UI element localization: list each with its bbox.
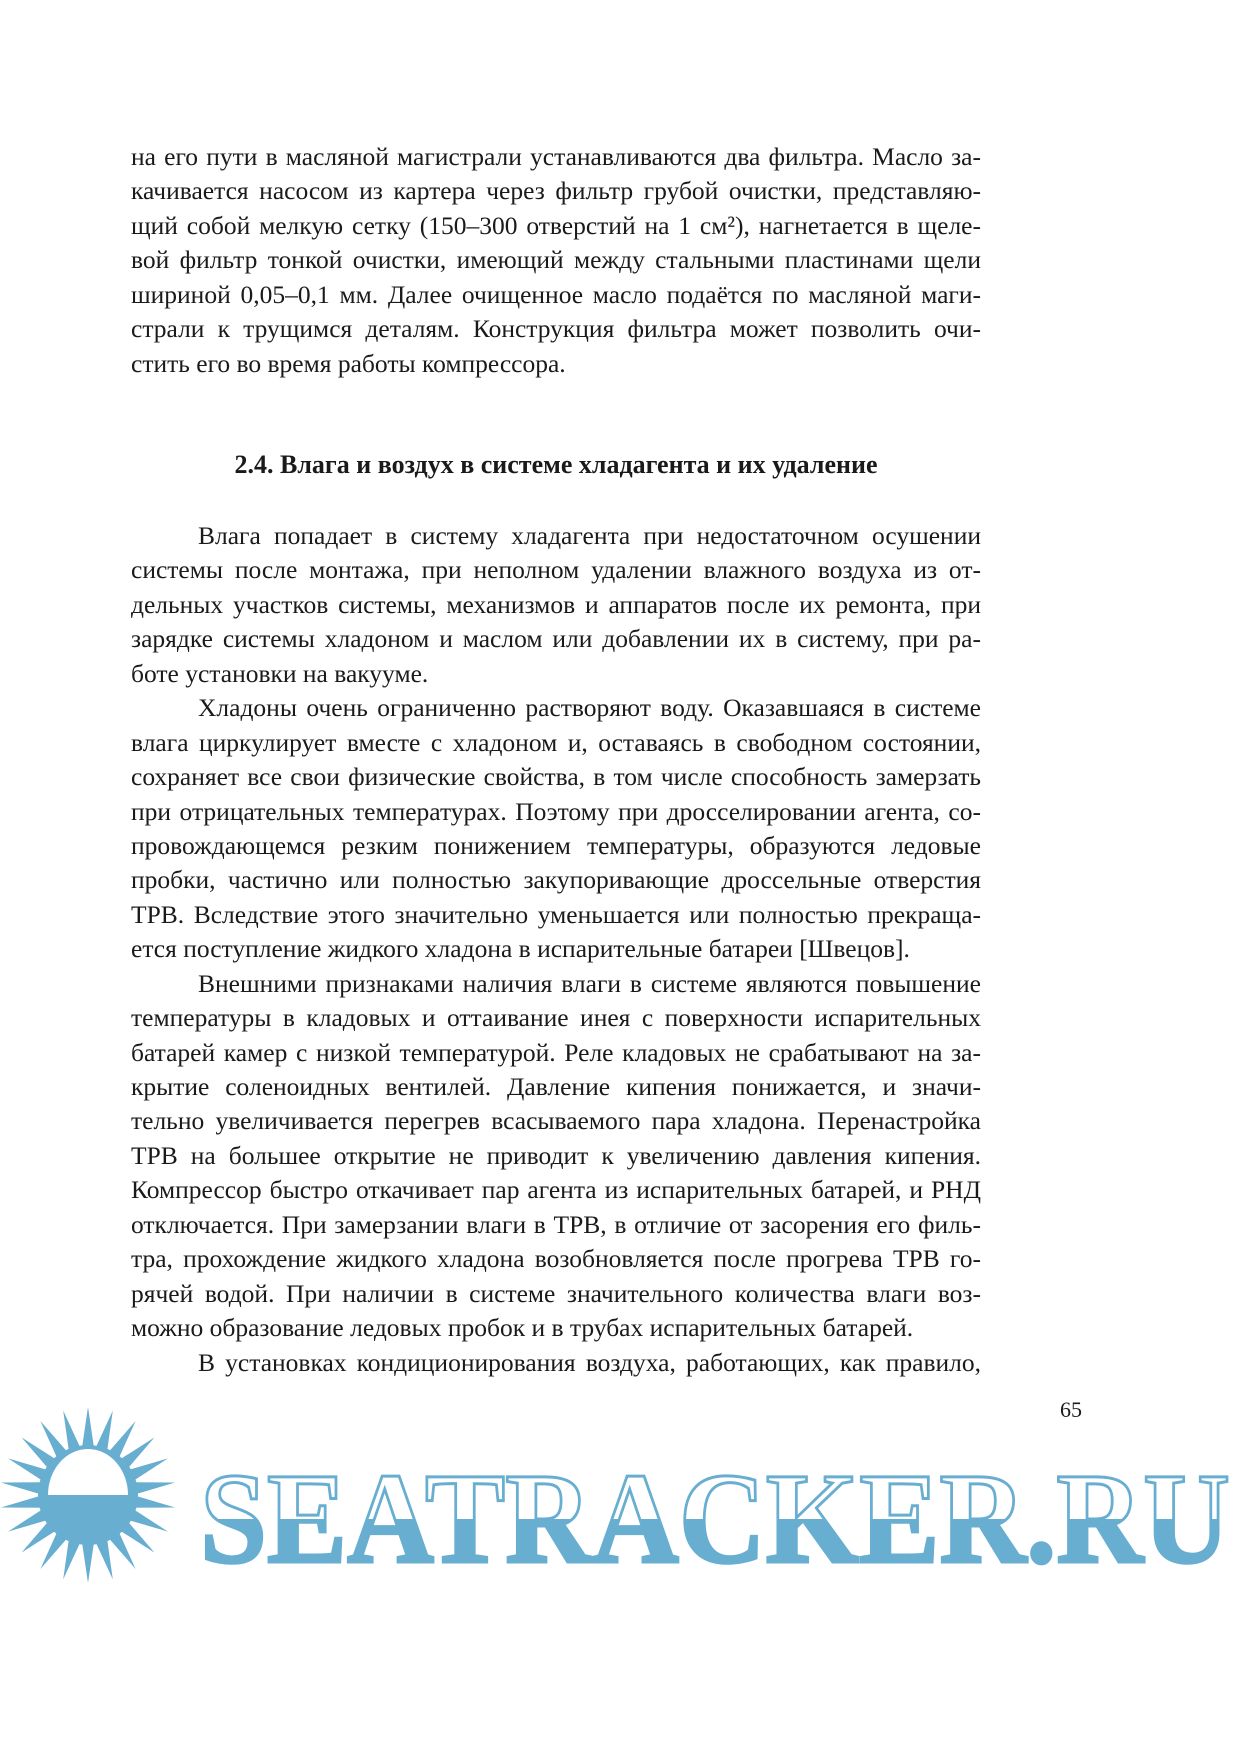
- text-line: при отрицательных температурах. Поэтому при дросселировании агента, со-: [131, 796, 981, 826]
- text-line: щий собой мелкую сетку (150–300 отверстий на 1 см²), нагнетается в щеле-: [131, 210, 981, 240]
- text-line: качивается насосом из картера через фильтр грубой очистки, представляю-: [131, 176, 981, 206]
- text-line: системы после монтажа, при неполном удалении влажного воздуха из от-: [131, 555, 981, 585]
- text-line: дельных участков системы, механизмов и аппаратов после их ремонта, при: [131, 589, 981, 619]
- text-line: вой фильтр тонкой очистки, имеющий между стальными пластинами щели: [131, 245, 981, 275]
- text-line: сохраняет все свои физические свойства, в том числе способность замерзать: [131, 762, 981, 792]
- section-heading: 2.4. Влага и воздух в системе хладагента и их удаление: [234, 450, 878, 479]
- text-line: пробки, частично или полностью закупоривающие дроссельные отверстия: [131, 865, 981, 895]
- text-line: тельно увеличивается перегрев всасываемого пара хладона. Перенастройка: [131, 1106, 981, 1136]
- text-line: рячей водой. При наличии в системе значительного количества влаги воз-: [131, 1278, 981, 1308]
- text-line: шириной 0,05–0,1 мм. Далее очищенное масло подаётся по масляной маги-: [131, 279, 981, 309]
- watermark-text: SEATRACKER.RU: [200, 1447, 1230, 1591]
- text-line: тра, прохождение жидкого хладона возобновляется после прогрева ТРВ го-: [131, 1244, 981, 1274]
- text-line: влага циркулирует вместе с хладоном и, оставаясь в свободном состоянии,: [131, 727, 981, 757]
- text-line: отключается. При замерзании влаги в ТРВ, в отличие от засорения его филь-: [131, 1209, 981, 1239]
- text-line: ТРВ на большее открытие не приводит к увеличению давления кипения.: [131, 1140, 981, 1170]
- text-line: провождающемся резким понижением температуры, образуются ледовые: [131, 830, 981, 860]
- watermark-logo: [0, 1400, 1240, 1753]
- text-line: В установках кондиционирования воздуха, работающих, как правило,: [198, 1347, 981, 1377]
- text-line: страли к трущимся деталям. Конструкция фильтра может позволить очи-: [131, 314, 981, 344]
- text-line: Компрессор быстро откачивает пар агента из испарительных батарей, и РНД: [131, 1175, 981, 1205]
- text-line: батарей камер с низкой температурой. Реле кладовых не срабатывают на за-: [131, 1037, 981, 1067]
- paragraph-continuation: [131, 140, 981, 381]
- text-line: боте установки на вакууме.: [131, 658, 429, 688]
- text-line: ется поступление жидкого хладона в испарительные батареи [Швецов].: [131, 934, 910, 964]
- text-line: ТРВ. Вследствие этого значительно уменьшается или полностью прекраща-: [131, 899, 981, 929]
- sun-icon: [1, 1407, 175, 1583]
- text-line: зарядке системы хладоном и маслом или добавлении их в систему, при ра-: [131, 624, 981, 654]
- text-line: Внешними признаками наличия влаги в системе являются повышение: [198, 968, 981, 998]
- text-line: крытие соленоидных вентилей. Давление кипения понижается, и значи-: [131, 1072, 981, 1101]
- text-line: Хладоны очень ограниченно растворяют воду. Оказавшаяся в системе: [198, 693, 981, 723]
- text-line: Влага попадает в систему хладагента при недостаточном осушении: [198, 521, 981, 550]
- section-body: [131, 519, 981, 1380]
- text-line: температуры в кладовых и оттаивание инея с поверхности испарительных: [131, 1003, 981, 1033]
- text-line: стить его во время работы компрессора.: [131, 348, 566, 378]
- text-line: на его пути в масляной магистрали устанавливаются два фильтра. Масло за-: [131, 142, 981, 171]
- page-number: 65: [1060, 1397, 1082, 1422]
- text-line: можно образование ледовых пробок и в трубах испарительных батарей.: [131, 1313, 914, 1343]
